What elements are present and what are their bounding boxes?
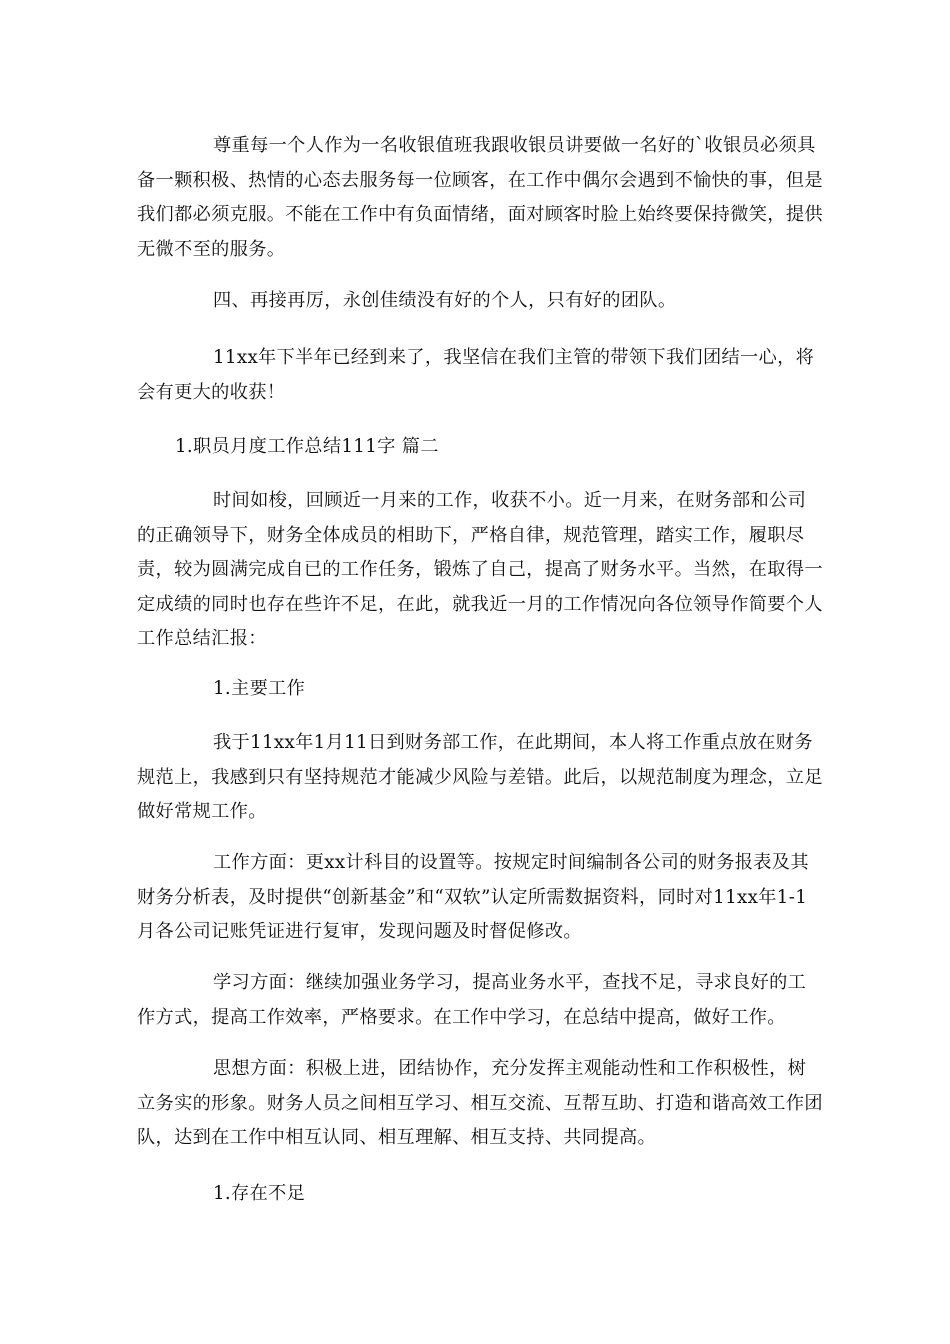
paragraph-summary-intro: 时间如梭，回顾近一月来的工作，收获不小。近一月来，在财务部和公司的正确领导下，财务全体成员的相助下，严格自律，规范管理，踏实工作，履职尽责，较为圆满完成自已的工作任务，锻炼了自己，提高了财务水平。当然，在取得一定成绩的同时也存在些许不足，在此，就我近一月的工作情况向各位领导作简要个人工作总结汇报：: [137, 490, 823, 649]
paragraph-section-four: 四、再接再厉，永创佳绩没有好的个人，只有好的团队。: [213, 290, 677, 311]
subheading-main-work: 1.主要工作: [213, 678, 306, 699]
paragraph-finance-norms: 我于11xx年1月11日到财务部工作，在此期间，本人将工作重点放在财务规范上，我感到只有坚持规范才能减少风险与差错。此后，以规范制度为理念，立足做好常规工作。: [137, 732, 823, 822]
paragraph-thinking-aspect: 思想方面：积极上进，团结协作，充分发挥主观能动性和工作积极性，树立务实的形象。财务人员之间相互学习、相互交流、互帮互助、打造和谐高效工作团队，达到在工作中相互认同、相互理解、相互支持、共同提高。: [137, 1058, 823, 1148]
subheading-shortcomings: 1.存在不足: [213, 1183, 306, 1204]
paragraph-second-half-year: 11xx年下半年已经到来了，我坚信在我们主管的带领下我们团结一心，将会有更大的收获！: [137, 347, 815, 403]
paragraph-work-aspect: 工作方面：更xx计科目的设置等。按规定时间编制各公司的财务报表及其财务分析表，及时提供“创新基金”和“双软”认定所需数据资料，同时对11xx年1-1月各公司记账凭证进行复审，发现问题及时督促修改。: [137, 852, 809, 942]
paragraph-service-attitude: 尊重每一个人作为一名收银值班我跟收银员讲要做一名好的`收银员必须具备一颗积极、热情的心态去服务每一位顾客，在工作中偶尔会遇到不愉快的事，但是我们都必须克服。不能在工作中有负面情绪，面对顾客时脸上始终要保持微笑，提供无微不至的服务。: [137, 135, 823, 260]
section-heading-part-two: 1.职员月度工作总结111字 篇二: [175, 436, 439, 457]
paragraph-study-aspect: 学习方面：继续加强业务学习，提高业务水平，查找不足，寻求良好的工作方式，提高工作效率，严格要求。在工作中学习，在总结中提高，做好工作。: [137, 972, 807, 1028]
